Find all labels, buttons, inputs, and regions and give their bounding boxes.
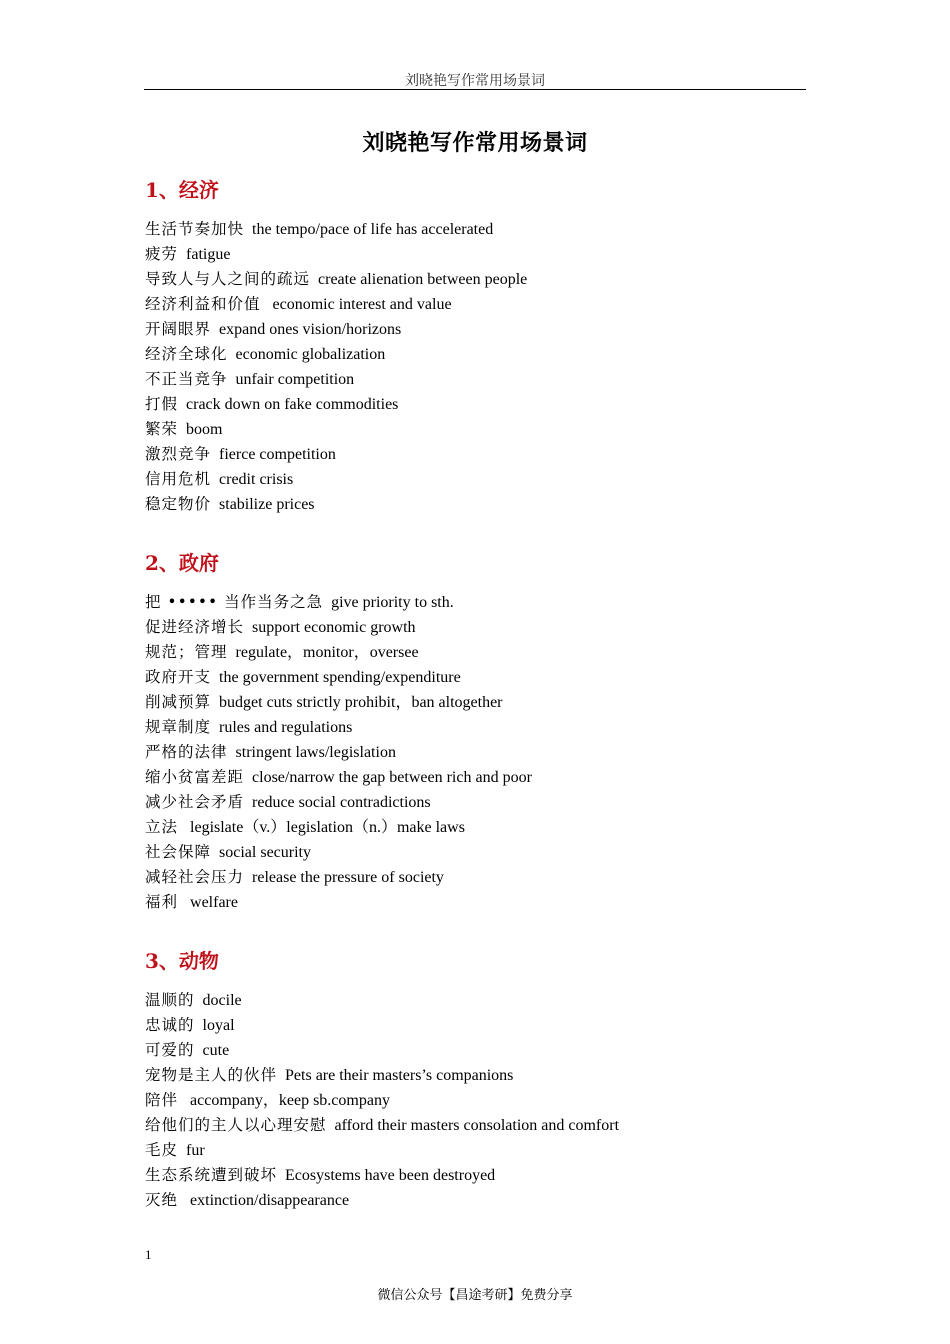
chinese-term: 开阔眼界 [145,320,212,338]
vocab-entry [145,790,825,815]
vocab-entry [145,1088,825,1113]
english-term: give priority to sth. [331,594,454,611]
chinese-term: 社会保障 [145,843,212,861]
english-term: economic interest and value [268,296,452,313]
vocab-entry [145,467,825,492]
english-term: fierce competition [219,446,336,463]
entry-list [145,988,825,1213]
chinese-term: 灭绝 [145,1191,179,1209]
english-term: economic globalization [235,346,386,363]
english-term: boom [186,421,223,438]
vocab-entry [145,1113,825,1138]
vocab-entry [145,715,825,740]
english-term: accompany，keep sb.company [186,1092,390,1109]
chinese-term: 生态系统遭到破坏 [145,1166,278,1184]
chinese-term: 稳定物价 [145,495,212,513]
english-term: social security [219,844,311,861]
vocab-entry [145,442,825,467]
english-term: afford their masters consolation and comfort [334,1117,620,1134]
vocab-entry [145,217,825,242]
chinese-term: 导致人与人之间的疏远 [145,270,311,288]
english-term: credit crisis [219,471,294,488]
running-header: 刘晓艳写作常用场景词 [405,73,545,89]
chinese-term: 繁荣 [145,420,179,438]
english-term: reduce social contradictions [252,794,431,811]
chinese-term: 忠诚的 [145,1016,195,1034]
english-term: expand ones vision/horizons [219,321,402,338]
entry-list [145,590,825,915]
english-term: close/narrow the gap between rich and poor [252,769,532,786]
vocab-entry [145,640,825,665]
chinese-term: 严格的法律 [145,743,228,761]
vocab-entry [145,1063,825,1088]
chinese-term: 激烈竞争 [145,445,212,463]
english-term: the government spending/expenditure [219,669,461,686]
english-term: cute [202,1042,230,1059]
section-government [145,550,825,915]
chinese-term: 规范；管理 [145,643,228,661]
section-heading: 2、政府 [145,551,219,575]
vocab-entry [145,417,825,442]
chinese-term: 可爱的 [145,1041,195,1059]
page-title: 刘晓艳写作常用场景词 [362,130,588,156]
chinese-term: 削减预算 [145,693,212,711]
english-term: rules and regulations [219,719,353,736]
vocab-entry [145,1138,825,1163]
english-term: fatigue [186,246,231,263]
chinese-term: 促进经济增长 [145,618,245,636]
vocab-entry [145,615,825,640]
chinese-term: 生活节奏加快 [145,220,245,238]
chinese-term: 宠物是主人的伙伴 [145,1066,278,1084]
english-term: unfair competition [235,371,355,388]
footer-note: 微信公众号【昌途考研】免费分享 [377,1288,573,1303]
chinese-term: 减轻社会压力 [145,868,245,886]
english-term: docile [202,992,242,1009]
vocab-entry [145,740,825,765]
section-economy [145,177,825,517]
english-term: crack down on fake commodities [186,396,399,413]
section-heading: 3、动物 [145,949,219,973]
english-term: legislate（v.）legislation（n.）make laws [186,819,465,836]
chinese-term: 政府开支 [145,668,212,686]
vocab-entry [145,367,825,392]
vocab-entry [145,342,825,367]
vocab-entry [145,865,825,890]
vocab-entry [145,665,825,690]
chinese-term: 把 ••••• 当作当务之急 [145,593,324,611]
english-term: fur [186,1142,205,1159]
vocab-entry [145,690,825,715]
vocab-entry [145,890,825,915]
vocab-entry [145,392,825,417]
english-term: release the pressure of society [252,869,444,886]
section-heading: 1、经济 [145,178,219,202]
vocab-entry [145,815,825,840]
chinese-term: 疲劳 [145,245,179,263]
english-term: Ecosystems have been destroyed [285,1167,496,1184]
vocab-entry [145,590,825,615]
vocab-entry [145,317,825,342]
english-term: Pets are their masters’s companions [285,1067,514,1084]
english-term: stabilize prices [219,496,315,513]
chinese-term: 规章制度 [145,718,212,736]
chinese-term: 缩小贫富差距 [145,768,245,786]
vocab-entry [145,765,825,790]
chinese-term: 给他们的主人以心理安慰 [145,1116,327,1134]
vocab-entry [145,267,825,292]
page-number: 1 [145,1247,152,1262]
chinese-term: 减少社会矛盾 [145,793,245,811]
english-term: stringent laws/legislation [235,744,396,761]
english-term: regulate，monitor，oversee [235,644,419,661]
chinese-term: 经济全球化 [145,345,228,363]
vocab-entry [145,292,825,317]
english-term: budget cuts strictly prohibit，ban altogether [219,694,503,711]
chinese-term: 毛皮 [145,1141,179,1159]
english-term: loyal [202,1017,235,1034]
header-divider [144,89,806,90]
chinese-term: 温顺的 [145,991,195,1009]
vocab-entry [145,1038,825,1063]
vocab-entry [145,1013,825,1038]
english-term: welfare [186,894,238,911]
chinese-term: 福利 [145,893,179,911]
english-term: create alienation between people [318,271,528,288]
chinese-term: 立法 [145,818,179,836]
english-term: extinction/disappearance [186,1192,350,1209]
vocab-entry [145,988,825,1013]
chinese-term: 打假 [145,395,179,413]
vocab-entry [145,242,825,267]
chinese-term: 经济利益和价值 [145,295,261,313]
chinese-term: 陪伴 [145,1091,179,1109]
section-animals [145,948,825,1213]
vocab-entry [145,1188,825,1213]
chinese-term: 不正当竞争 [145,370,228,388]
chinese-term: 信用危机 [145,470,212,488]
entry-list [145,217,825,517]
vocab-entry [145,492,825,517]
vocab-entry [145,1163,825,1188]
english-term: the tempo/pace of life has accelerated [252,221,494,238]
english-term: support economic growth [252,619,416,636]
vocab-entry [145,840,825,865]
